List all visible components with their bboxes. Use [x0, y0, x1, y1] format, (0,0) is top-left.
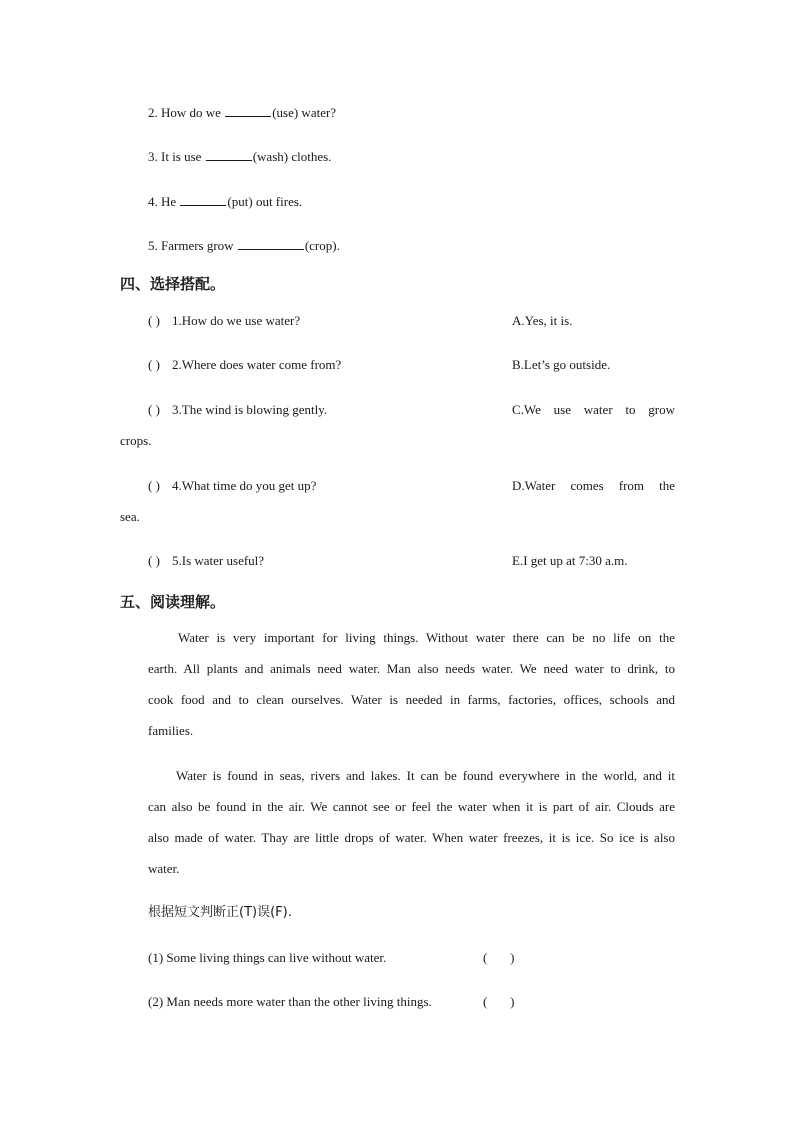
question-text: 3.The wind is blowing gently.: [172, 402, 328, 417]
match-answer-wrap: sea.: [120, 509, 140, 524]
paragraph-line: Water is very important for living things. Without water there can be no life on the: [178, 630, 675, 645]
tf-statement: (2) Man needs more water than the other living things.: [148, 994, 432, 1009]
match-answer: C.We use water to grow: [512, 402, 675, 417]
tf-item-2: [148, 994, 432, 1010]
answer-paren[interactable]: ( ): [148, 553, 160, 568]
match-answer: E.I get up at 7:30 a.m.: [512, 553, 628, 568]
paragraph-line: families.: [148, 723, 194, 738]
paragraph-line: can also be found in the air. We cannot see or feel the water when it is part of air. Clouds are: [148, 799, 675, 814]
match-question: [148, 478, 316, 494]
answer-blank[interactable]: [225, 104, 271, 117]
fill-blank-text: 5. Farmers grow: [148, 238, 237, 253]
section-5-title: 五、阅读理解。: [120, 593, 226, 611]
match-answer: D.Water comes from the: [512, 478, 675, 493]
question-text: 2.Where does water come from?: [172, 357, 342, 372]
fill-blank-item-5: [148, 237, 340, 254]
match-answer-wrap: crops.: [120, 433, 152, 448]
reading-paragraph-2: [148, 760, 675, 884]
match-answer: B.Let’s go outside.: [512, 357, 611, 372]
answer-blank[interactable]: [238, 237, 304, 250]
fill-blank-text: (crop).: [304, 238, 340, 253]
fill-blank-text: 4. He: [148, 194, 180, 209]
match-question: [148, 313, 300, 329]
answer-blank[interactable]: [206, 148, 252, 161]
paragraph-line: earth. All plants and animals need water. Man also needs water. We need water to drink, to: [148, 661, 675, 676]
match-question: [148, 553, 264, 569]
match-answer: A.Yes, it is.: [512, 313, 573, 328]
tf-instruction: 根据短文判断正(T)误(F).: [148, 905, 292, 920]
question-text: 4.What time do you get up?: [172, 478, 317, 493]
paragraph-line: water.: [148, 861, 180, 876]
paragraph-line: also made of water. Thay are little drops of water. When water freezes, it is ice. So ice is also: [148, 830, 675, 845]
paragraph-line: Water is found in seas, rivers and lakes. It can be found everywhere in the world, and it: [176, 768, 675, 783]
tf-statement: (1) Some living things can live without water.: [148, 950, 387, 965]
answer-paren[interactable]: ( ): [148, 313, 160, 328]
question-text: 5.Is water useful?: [172, 553, 265, 568]
tf-answer-paren[interactable]: ( ): [483, 950, 515, 965]
fill-blank-text: 3. It is use: [148, 149, 205, 164]
answer-paren[interactable]: ( ): [148, 357, 160, 372]
section-4-title: 四、选择搭配。: [120, 275, 226, 293]
fill-blank-text: (put) out fires.: [227, 194, 303, 209]
fill-blank-text: (use) water?: [272, 105, 337, 120]
match-question: [148, 402, 327, 418]
answer-paren[interactable]: ( ): [148, 478, 160, 493]
fill-blank-text: (wash) clothes.: [252, 149, 332, 164]
tf-item-1: [148, 950, 386, 966]
match-question: [148, 357, 341, 373]
fill-blank-item-3: [148, 148, 331, 165]
fill-blank-item-2: [148, 104, 336, 121]
reading-paragraph-1: [148, 622, 675, 746]
answer-blank[interactable]: [180, 193, 226, 206]
tf-answer-paren[interactable]: ( ): [483, 994, 515, 1009]
answer-paren[interactable]: ( ): [148, 402, 160, 417]
paragraph-line: cook food and to clean ourselves. Water is needed in farms, factories, offices, schools and: [148, 692, 675, 707]
fill-blank-text: 2. How do we: [148, 105, 225, 120]
question-text: 1.How do we use water?: [172, 313, 301, 328]
fill-blank-item-4: [148, 193, 302, 210]
